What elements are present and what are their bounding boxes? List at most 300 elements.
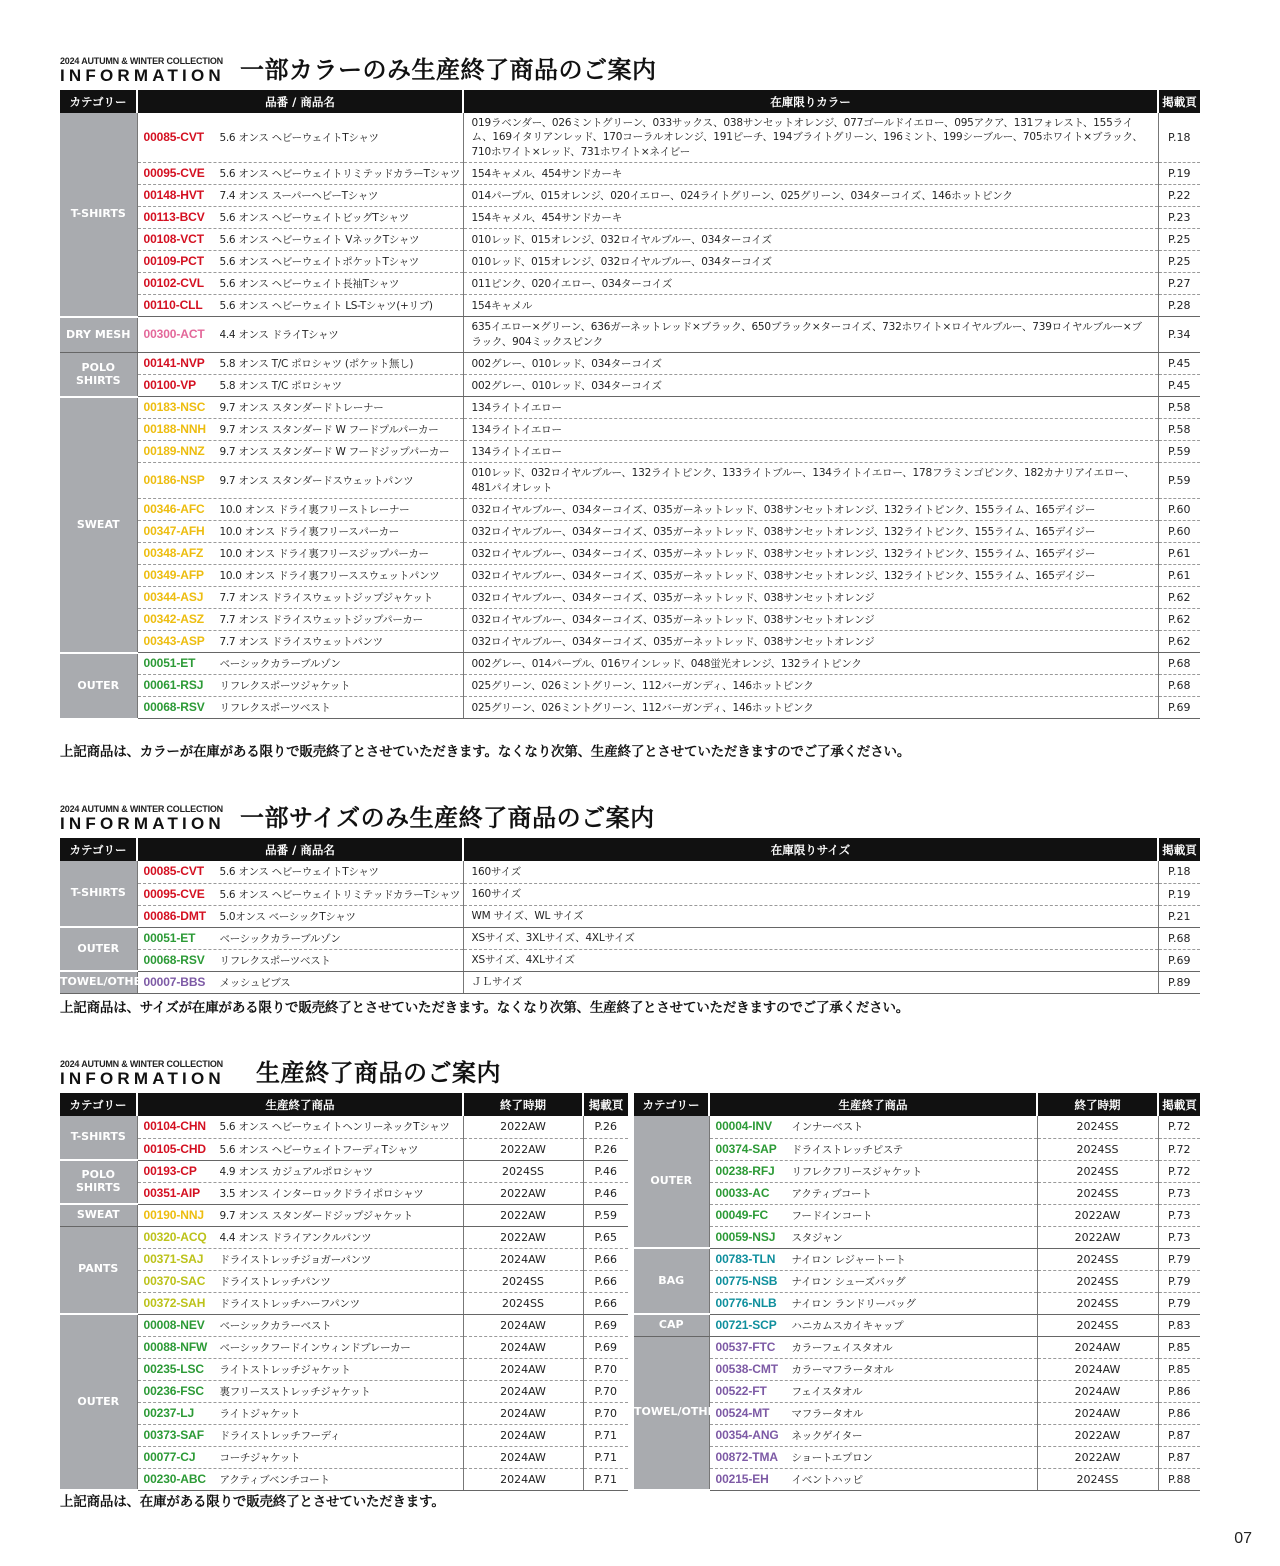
page-ref: P.59 <box>1158 463 1200 499</box>
item-name: ライトジャケット <box>219 1407 301 1420</box>
stock-cell: 032ロイヤルブルー、034ターコイズ、035ガーネットレッド、038サンセットオレンジ、132ライトピンク、155ライム、165デイジー <box>463 565 1158 587</box>
item-cell <box>137 229 463 251</box>
item-cell <box>137 463 463 499</box>
page-ref: P.89 <box>1158 971 1200 993</box>
item-cell <box>709 1468 1037 1490</box>
stock-cell: 160サイズ <box>463 883 1158 905</box>
page-ref: P.72 <box>1158 1138 1200 1160</box>
item-code: 00033-AC <box>715 1185 770 1200</box>
table-row <box>634 1358 1200 1380</box>
item-name: ナイロン シューズバッグ <box>791 1275 906 1288</box>
stock-cell: 032ロイヤルブルー、034ターコイズ、035ガーネットレッド、038サンセットオレンジ <box>463 609 1158 631</box>
table-row <box>60 1468 628 1490</box>
page-ref: P.88 <box>1158 1468 1200 1490</box>
item-code: 00346-AFC <box>143 502 205 517</box>
item-name: コーチジャケット <box>219 1451 301 1464</box>
item-name: アクティブベンチコート <box>219 1473 330 1486</box>
stock-cell: 025グリーン、026ミントグリーン、112バーガンディ、146ホットピンク <box>463 697 1158 719</box>
end-period: 2024AW <box>463 1446 583 1468</box>
item-cell <box>709 1270 1037 1292</box>
item-name: ショートエプロン <box>791 1451 873 1464</box>
table-row <box>60 441 1200 463</box>
table-row <box>60 1182 628 1204</box>
item-cell <box>137 861 463 883</box>
table-row <box>634 1226 1200 1248</box>
item-cell <box>709 1182 1037 1204</box>
item-name: マフラータオル <box>791 1407 863 1420</box>
item-code: 00237-LJ <box>143 1405 195 1420</box>
discontinued-table-left <box>60 1093 628 1491</box>
table-row <box>60 1424 628 1446</box>
stock-cell: 011ピンク、020イエロー、034ターコイズ <box>463 273 1158 295</box>
table-row <box>60 207 1200 229</box>
table-row <box>634 1402 1200 1424</box>
item-cell <box>709 1336 1037 1358</box>
item-cell <box>137 565 463 587</box>
item-code: 00086-DMT <box>143 908 206 923</box>
end-period: 2024SS <box>1037 1468 1158 1490</box>
item-name: リフレクスポーツジャケット <box>219 680 351 693</box>
item-name: 5.6 オンス ヘビーウェイトTシャツ <box>219 132 379 145</box>
item-cell <box>137 419 463 441</box>
end-period: 2024AW <box>463 1380 583 1402</box>
item-code: 00193-CP <box>143 1163 197 1178</box>
end-period: 2024SS <box>1037 1270 1158 1292</box>
stock-cell: 154キャメル、454サンドカーキ <box>463 163 1158 185</box>
table-row <box>60 631 1200 653</box>
item-code: 00354-ANG <box>715 1427 779 1442</box>
item-name: 10.0 オンス ドライ裏フリーススウェットパンツ <box>219 570 440 583</box>
table-row <box>60 1248 628 1270</box>
table-row <box>60 251 1200 273</box>
item-cell <box>137 1292 463 1314</box>
item-name: ナイロン ランドリーバッグ <box>791 1297 916 1310</box>
end-period: 2022AW <box>1037 1446 1158 1468</box>
page-ref: P.70 <box>583 1380 628 1402</box>
item-name: 5.6 オンス ヘビーウェイト長袖Tシャツ <box>219 278 400 291</box>
page-ref: P.26 <box>583 1138 628 1160</box>
item-name: 7.7 オンス ドライスウェットジップパーカー <box>219 614 423 627</box>
table-row <box>634 1468 1200 1490</box>
item-code: 00059-NSJ <box>715 1229 776 1244</box>
end-period: 2024SS <box>1037 1116 1158 1138</box>
item-code: 00085-CVT <box>143 130 204 145</box>
end-period: 2024AW <box>1037 1336 1158 1358</box>
page-ref: P.79 <box>1158 1270 1200 1292</box>
end-period: 2022AW <box>1037 1226 1158 1248</box>
item-name: 裏フリースストレッチジャケット <box>219 1385 371 1398</box>
category-cell: OUTER <box>634 1116 709 1248</box>
item-cell <box>137 295 463 317</box>
page-ref: P.68 <box>1158 675 1200 697</box>
item-cell <box>709 1402 1037 1424</box>
item-cell <box>709 1226 1037 1248</box>
col-category: カテゴリー <box>60 838 137 861</box>
information-label: INFORMATION <box>60 1069 225 1088</box>
item-code: 00872-TMA <box>715 1449 778 1464</box>
category-cell: BAG <box>634 1248 709 1314</box>
table-row <box>60 1116 628 1138</box>
table-row <box>60 1336 628 1358</box>
color-discontinued-table <box>60 90 1200 720</box>
page-ref: P.18 <box>1158 113 1200 163</box>
item-name: 10.0 オンス ドライ裏フリースパーカー <box>219 526 399 539</box>
item-name: 10.0 オンス ドライ裏フリーストレーナー <box>219 504 410 517</box>
page-ref: P.58 <box>1158 397 1200 419</box>
page-ref: P.58 <box>1158 419 1200 441</box>
item-code: 00108-VCT <box>143 232 204 247</box>
page-ref: P.45 <box>1158 375 1200 397</box>
page-ref: P.59 <box>583 1204 628 1226</box>
item-cell <box>709 1116 1037 1138</box>
item-cell <box>137 631 463 653</box>
item-name: 9.7 オンス スタンダード W フードジップパーカー <box>219 446 450 459</box>
item-code: 00085-CVT <box>143 864 204 879</box>
table-row <box>634 1182 1200 1204</box>
page-ref: P.66 <box>583 1248 628 1270</box>
item-code: 00068-RSV <box>143 952 205 967</box>
item-code: 00236-FSC <box>143 1383 204 1398</box>
item-code: 00351-AIP <box>143 1185 200 1200</box>
stock-cell: 160サイズ <box>463 861 1158 883</box>
page-ref: P.62 <box>1158 609 1200 631</box>
item-code: 00300-ACT <box>143 327 205 342</box>
section-discontinued <box>60 1059 1200 1513</box>
item-name: 7.7 オンス ドライスウェットパンツ <box>219 636 383 649</box>
item-cell <box>137 675 463 697</box>
item-cell <box>709 1160 1037 1182</box>
end-period: 2022AW <box>463 1204 583 1226</box>
item-name: 5.6 オンス ヘビーウェイトフーディTシャツ <box>219 1143 419 1156</box>
item-cell <box>709 1292 1037 1314</box>
item-code: 00342-ASZ <box>143 612 204 627</box>
page-ref: P.34 <box>1158 317 1200 353</box>
item-code: 00104-CHN <box>143 1119 206 1134</box>
item-code: 00215-EH <box>715 1471 769 1486</box>
end-period: 2022AW <box>1037 1424 1158 1446</box>
item-code: 00344-ASJ <box>143 590 204 605</box>
table-row <box>60 543 1200 565</box>
end-period: 2022AW <box>1037 1204 1158 1226</box>
section-size-discontinued <box>60 804 1200 994</box>
stock-cell: 154キャメル、454サンドカーキ <box>463 207 1158 229</box>
item-code: 00320-ACQ <box>143 1229 207 1244</box>
item-code: 00343-ASP <box>143 634 205 649</box>
end-period: 2024AW <box>1037 1358 1158 1380</box>
end-period: 2024AW <box>1037 1380 1158 1402</box>
col-color: 在庫限りカラー <box>463 90 1158 113</box>
item-name: リフレクスポーツベスト <box>219 702 331 715</box>
page-ref: P.60 <box>1158 521 1200 543</box>
item-code: 00061-RSJ <box>143 678 204 693</box>
item-cell <box>137 543 463 565</box>
item-code: 00188-NNH <box>143 422 206 437</box>
end-period: 2024SS <box>463 1292 583 1314</box>
item-code: 00102-CVL <box>143 276 204 291</box>
table-row <box>634 1248 1200 1270</box>
table-row <box>60 229 1200 251</box>
page-ref: P.70 <box>583 1402 628 1424</box>
stock-cell: 002グレー、010レッド、034ターコイズ <box>463 375 1158 397</box>
page-ref: P.59 <box>1158 441 1200 463</box>
page-ref: P.19 <box>1158 883 1200 905</box>
stock-cell: 025グリーン、026ミントグリーン、112バーガンディ、146ホットピンク <box>463 675 1158 697</box>
item-code: 00347-AFH <box>143 524 205 539</box>
page-ref: P.23 <box>1158 207 1200 229</box>
item-name: ベーシックカラーブルゾン <box>219 658 341 671</box>
stock-cell: 002グレー、010レッド、034ターコイズ <box>463 353 1158 375</box>
item-name: イベントハッピ <box>791 1473 863 1486</box>
item-cell <box>137 1116 463 1138</box>
item-cell <box>137 1138 463 1160</box>
table-row <box>60 697 1200 719</box>
page-ref: P.73 <box>1158 1182 1200 1204</box>
item-cell <box>137 251 463 273</box>
item-name: フェイスタオル <box>791 1385 863 1398</box>
page-ref: P.79 <box>1158 1248 1200 1270</box>
section-title: 一部サイズのみ生産終了商品のご案内 <box>240 804 655 832</box>
item-cell <box>137 1270 463 1292</box>
item-name: ベーシックカラーブルゾン <box>219 932 341 945</box>
item-name: 10.0 オンス ドライ裏フリースジップパーカー <box>219 548 429 561</box>
page-ref: P.25 <box>1158 251 1200 273</box>
stock-cell: 032ロイヤルブルー、034ターコイズ、035ガーネットレッド、038サンセットオレンジ、132ライトピンク、155ライム、165デイジー <box>463 521 1158 543</box>
item-cell <box>137 353 463 375</box>
item-code: 00095-CVE <box>143 166 205 181</box>
table-row <box>60 905 1200 927</box>
section-header <box>60 1059 1200 1091</box>
end-period: 2024SS <box>1037 1160 1158 1182</box>
table-row <box>60 587 1200 609</box>
item-name: ハニカムスカイキャップ <box>791 1319 904 1332</box>
col-page: 掲載頁 <box>1158 90 1200 113</box>
table-row <box>60 463 1200 499</box>
item-cell <box>137 905 463 927</box>
table-row <box>60 1138 628 1160</box>
section-header <box>60 804 1200 836</box>
item-cell <box>137 1226 463 1248</box>
end-period: 2024AW <box>463 1424 583 1446</box>
page-ref: P.66 <box>583 1270 628 1292</box>
table-row <box>634 1424 1200 1446</box>
item-name: ベーシックカラーベスト <box>219 1319 332 1332</box>
item-cell <box>137 587 463 609</box>
item-cell <box>709 1248 1037 1270</box>
discontinued-table-right <box>634 1093 1200 1491</box>
item-name: 5.0オンス ベーシックTシャツ <box>219 910 356 923</box>
item-code: 00238-RFJ <box>715 1163 775 1178</box>
item-cell <box>137 1182 463 1204</box>
page-ref: P.72 <box>1158 1116 1200 1138</box>
table-row <box>60 1226 628 1248</box>
stock-cell: 134ライトイエロー <box>463 419 1158 441</box>
item-cell <box>709 1446 1037 1468</box>
stock-cell: 019ラベンダー、026ミントグリーン、033サックス、038サンセットオレンジ、077ゴールドイエロー、095アクア、131フォレスト、155ライム、169イタリアンレッド、170コーラルオレンジ、191ピーチ、194ブライトグリーン、196ミント、199シーブルー、705ホワイト×ブラック、710ホワイト×レッド、731ホワイト×ネイビー <box>463 113 1158 163</box>
stock-cell: 002グレー、014パープル、016ワインレッド、048蛍光オレンジ、132ライトピンク <box>463 653 1158 675</box>
item-name: ドライストレッチハーフパンツ <box>219 1297 360 1310</box>
item-cell <box>137 949 463 971</box>
category-cell: PANTS <box>60 1226 137 1314</box>
item-cell <box>137 1424 463 1446</box>
col-end: 終了時期 <box>463 1093 583 1116</box>
page-ref: P.69 <box>583 1336 628 1358</box>
item-cell <box>137 521 463 543</box>
page-ref: P.60 <box>1158 499 1200 521</box>
item-code: 00008-NEV <box>143 1317 205 1332</box>
table-row <box>60 675 1200 697</box>
item-cell <box>709 1138 1037 1160</box>
table-row <box>634 1292 1200 1314</box>
page-ref: P.71 <box>583 1424 628 1446</box>
item-name: カラーフェイスタオル <box>791 1341 893 1354</box>
item-name: メッシュビブス <box>219 976 291 989</box>
item-cell <box>709 1204 1037 1226</box>
category-cell: T-SHIRTS <box>60 861 137 927</box>
category-cell: SWEAT <box>60 1204 137 1226</box>
item-name: ナイロン レジャートート <box>791 1253 906 1266</box>
table-row <box>60 1402 628 1424</box>
table-row <box>60 163 1200 185</box>
page-ref: P.46 <box>583 1182 628 1204</box>
end-period: 2024SS <box>1037 1314 1158 1336</box>
item-name: 5.6 オンス ヘビーウェイト LS-Tシャツ(+リブ) <box>219 300 433 313</box>
item-name: ベーシックフードインウィンドブレーカー <box>219 1341 411 1354</box>
item-code: 00538-CMT <box>715 1361 778 1376</box>
item-cell <box>137 273 463 295</box>
item-code: 00524-MT <box>715 1405 770 1420</box>
page-ref: P.46 <box>583 1160 628 1182</box>
section-title: 一部カラーのみ生産終了商品のご案内 <box>240 56 657 84</box>
stock-cell: 134ライトイエロー <box>463 441 1158 463</box>
table-row <box>634 1116 1200 1138</box>
item-name: 5.6 オンス ヘビーウェイトビッグTシャツ <box>219 212 409 225</box>
item-code: 00007-BBS <box>143 974 206 989</box>
col-page: 掲載頁 <box>1158 838 1200 861</box>
item-code: 00776-NLB <box>715 1295 777 1310</box>
table-row <box>60 927 1200 949</box>
discontinued-note: 上記商品は、在庫がある限りで販売終了とさせていただきます。 <box>60 1494 445 1510</box>
stock-cell: 010レッド、015オレンジ、032ロイヤルブルー、034ターコイズ <box>463 251 1158 273</box>
end-period: 2022AW <box>463 1182 583 1204</box>
col-page: 掲載頁 <box>583 1093 628 1116</box>
stock-cell: XSサイズ、4XLサイズ <box>463 949 1158 971</box>
item-name: アクティブコート <box>791 1187 872 1200</box>
item-code: 00783-TLN <box>715 1251 776 1266</box>
page-ref: P.66 <box>583 1292 628 1314</box>
item-cell <box>137 1380 463 1402</box>
item-cell <box>137 185 463 207</box>
category-cell: POLO SHIRTS <box>60 1160 137 1204</box>
end-period: 2024AW <box>463 1336 583 1358</box>
item-name: 5.6 オンス ヘビーウェイトTシャツ <box>219 866 379 879</box>
table-row <box>60 653 1200 675</box>
item-name: 5.8 オンス T/C ポロシャツ (ポケット無し) <box>219 358 414 371</box>
page-ref: P.85 <box>1158 1336 1200 1358</box>
item-cell <box>137 653 463 675</box>
page-ref: P.21 <box>1158 905 1200 927</box>
category-cell: T-SHIRTS <box>60 113 137 317</box>
col-category: カテゴリー <box>634 1093 709 1116</box>
category-cell: OUTER <box>60 927 137 971</box>
item-name: 5.6 オンス ヘビーウェイト VネックTシャツ <box>219 234 420 247</box>
item-code: 00370-SAC <box>143 1273 206 1288</box>
item-code: 00148-HVT <box>143 188 204 203</box>
category-cell: TOWEL/OTHER <box>60 971 137 993</box>
table-row <box>634 1380 1200 1402</box>
item-code: 00183-NSC <box>143 400 206 415</box>
section-header <box>60 56 1200 88</box>
item-cell <box>137 1358 463 1380</box>
item-name: 5.6 オンス ヘビーウェイトリミテッドカラーTシャツ <box>219 888 461 901</box>
table-row <box>60 883 1200 905</box>
item-cell <box>709 1380 1037 1402</box>
collection-label: 2024 AUTUMN & WINTER COLLECTION <box>60 804 223 814</box>
category-cell: T-SHIRTS <box>60 1116 137 1160</box>
table-row <box>60 1270 628 1292</box>
page-ref: P.69 <box>1158 949 1200 971</box>
item-code: 00088-NFW <box>143 1339 208 1354</box>
item-cell <box>137 499 463 521</box>
table-row <box>634 1138 1200 1160</box>
stock-cell: 010レッド、015オレンジ、032ロイヤルブルー、034ターコイズ <box>463 229 1158 251</box>
table-row <box>634 1270 1200 1292</box>
stock-cell: WM サイズ、WL サイズ <box>463 905 1158 927</box>
category-cell: OUTER <box>60 1314 137 1490</box>
table-row <box>60 1446 628 1468</box>
item-cell <box>137 113 463 163</box>
end-period: 2024SS <box>1037 1292 1158 1314</box>
item-code: 00095-CVE <box>143 886 205 901</box>
item-name: 3.5 オンス インターロックドライポロシャツ <box>219 1187 424 1200</box>
item-name: ドライストレッチフーディ <box>219 1429 341 1442</box>
item-cell <box>137 1314 463 1336</box>
item-cell <box>137 1446 463 1468</box>
col-item: 品番 / 商品名 <box>137 90 463 113</box>
table-row <box>634 1336 1200 1358</box>
page-ref: P.71 <box>583 1446 628 1468</box>
page-ref: P.71 <box>583 1468 628 1490</box>
item-code: 00230-ABC <box>143 1471 206 1486</box>
page-ref: P.85 <box>1158 1358 1200 1380</box>
page-ref: P.18 <box>1158 861 1200 883</box>
table-row <box>60 565 1200 587</box>
table-row <box>60 1380 628 1402</box>
page-ref: P.68 <box>1158 653 1200 675</box>
item-name: 9.7 オンス スタンダードトレーナー <box>219 402 384 415</box>
table-row <box>60 1314 628 1336</box>
table-row <box>60 521 1200 543</box>
item-cell <box>137 317 463 353</box>
item-cell <box>709 1424 1037 1446</box>
item-cell <box>709 1358 1037 1380</box>
table-row <box>634 1204 1200 1226</box>
end-period: 2024AW <box>463 1314 583 1336</box>
page-ref: P.45 <box>1158 353 1200 375</box>
color-note: 上記商品は、カラーが在庫がある限りで販売終了とさせていただきます。なくなり次第、生産終了とさせていただきますのでご了承ください。 <box>60 744 911 760</box>
item-cell <box>137 1248 463 1270</box>
end-period: 2024SS <box>1037 1248 1158 1270</box>
item-code: 00349-AFP <box>143 568 204 583</box>
table-row <box>634 1314 1200 1336</box>
item-cell <box>137 163 463 185</box>
item-cell <box>137 397 463 419</box>
table-row <box>634 1160 1200 1182</box>
item-name: スタジャン <box>791 1231 843 1244</box>
item-cell <box>709 1314 1037 1336</box>
end-period: 2024AW <box>463 1402 583 1424</box>
item-code: 00141-NVP <box>143 356 205 371</box>
information-label: INFORMATION <box>60 814 225 833</box>
